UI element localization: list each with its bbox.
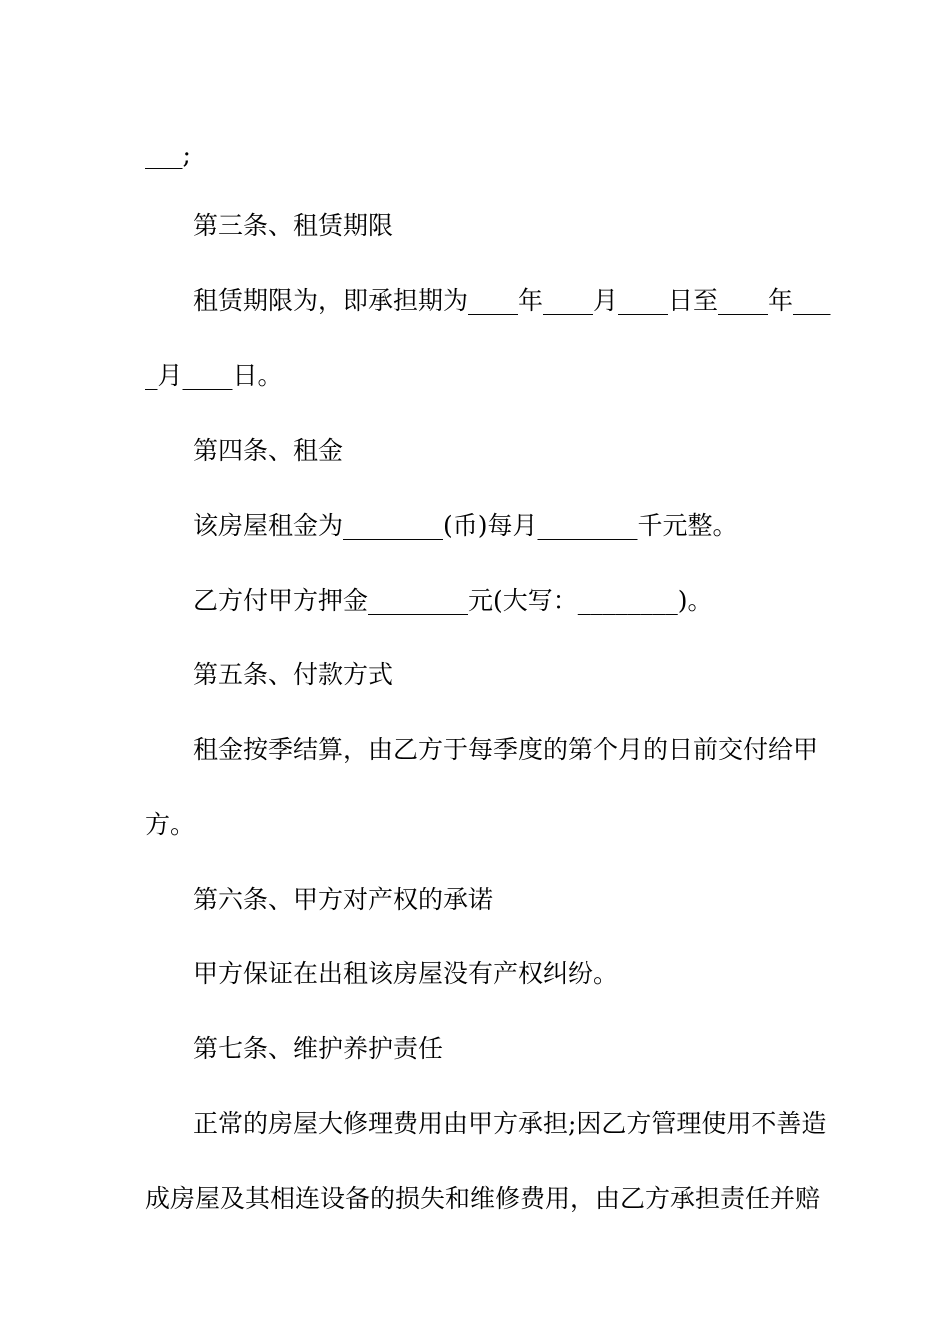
article-5-text-line-2: 方。 [145,810,196,839]
article-3-heading: 第三条、租赁期限 [193,211,394,240]
article-4-deposit-line: 乙方付甲方押金________元(大写：________)。 [193,586,713,615]
article-7-heading: 第七条、维护养护责任 [193,1034,444,1063]
article-7-text-line-1: 正常的房屋大修理费用由甲方承担;因乙方管理使用不善造 [193,1109,827,1138]
article-4-heading: 第四条、租金 [193,436,344,465]
text-line-blank-end: ___; [145,140,191,169]
article-4-rent-line: 该房屋租金为________(币)每月________千元整。 [193,511,738,540]
article-5-text-line-1: 租金按季结算，由乙方于每季度的第个月的日前交付给甲 [193,735,819,764]
article-7-text-line-2: 成房屋及其相连设备的损失和维修费用，由乙方承担责任并赔 [145,1184,821,1213]
article-6-text-line: 甲方保证在出租该房屋没有产权纠纷。 [193,959,619,988]
article-3-text-line-2: _月____日。 [145,361,283,390]
article-6-heading: 第六条、甲方对产权的承诺 [193,885,494,914]
article-3-text-line-1: 租赁期限为，即承担期为____年____月____日至____年___ [193,286,831,315]
article-5-heading: 第五条、付款方式 [193,660,394,689]
